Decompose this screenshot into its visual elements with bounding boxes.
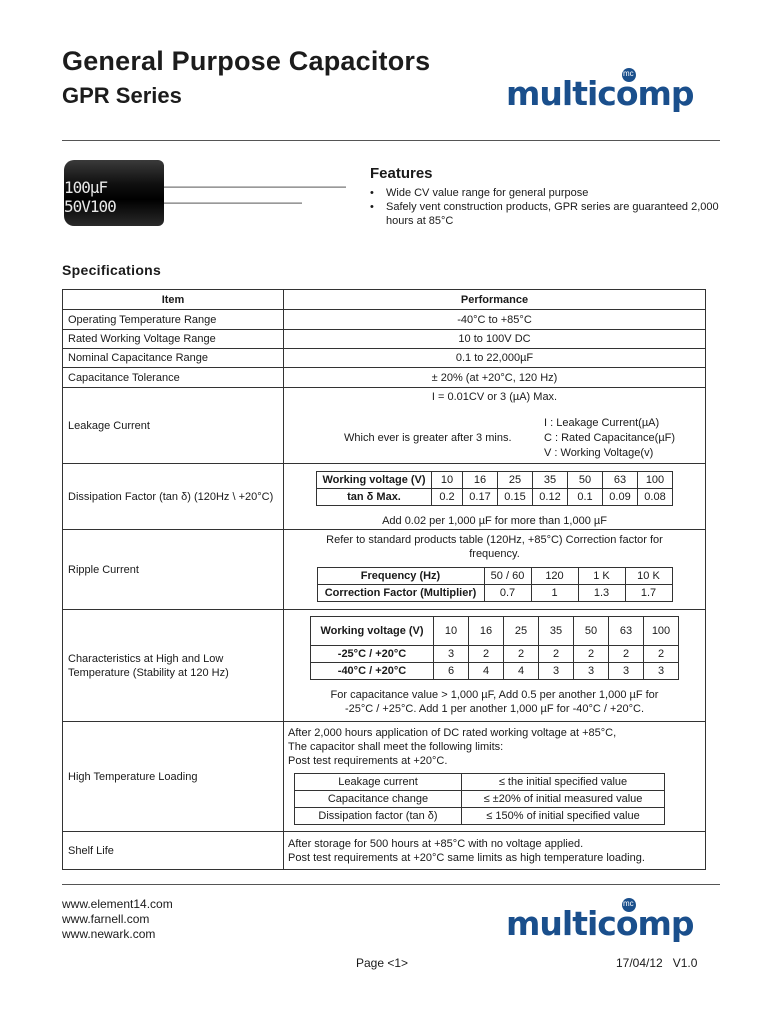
table-cell: ≤ ±20% of initial measured value [462,791,665,808]
ripple-cell [284,530,706,610]
table-row [63,610,706,722]
table-row [317,489,673,506]
specifications-heading: Specifications [62,262,162,278]
footer-links [62,897,173,942]
table-cell: 35 [539,616,574,645]
legend-item: I : Leakage Current(µA) [544,417,660,429]
table-header-row [63,290,706,310]
page-subtitle: GPR Series [62,83,182,108]
table-cell: 2 [504,645,539,662]
table-cell: 3 [539,662,574,679]
table-cell: 3 [574,662,609,679]
table-row [295,774,665,791]
table-row [63,388,706,464]
row-label: Characteristics at High and Low Temperature (Stability at 120 Hz) [63,610,284,722]
row-label: Dissipation Factor (tan δ) (120Hz \ +20°C) [63,464,284,530]
table-cell: 1 K [578,568,625,585]
table-cell: 63 [609,616,644,645]
row-value: 10 to 100V DC [284,330,706,349]
leakage-formula: I = 0.01CV or 3 (µA) Max. [431,391,558,403]
date-version [616,956,697,970]
dissipation-note: Add 0.02 per 1,000 µF for more than 1,000 µF [382,515,607,527]
table-cell: 4 [469,662,504,679]
table-cell: 50 / 60 [484,568,531,585]
row-value: 0.1 to 22,000µF [284,349,706,368]
table-cell: 6 [434,662,469,679]
table-row [63,722,706,832]
footer-link[interactable]: www.farnell.com [62,912,150,926]
table-cell: 120 [531,568,578,585]
table-cell: 1.7 [625,585,672,602]
leakage-legend [544,416,675,461]
row-header: Working voltage (V) [311,616,434,645]
row-value: ± 20% (at +20°C, 120 Hz) [284,368,706,388]
table-cell: 63 [603,472,638,489]
shelf-life-cell [284,832,706,870]
row-label: Nominal Capacitance Range [63,349,284,368]
loading-line-1: After 2,000 hours application of DC rated working voltage at +85°C, [288,727,617,739]
table-cell: 0.1 [568,489,603,506]
footer-link[interactable]: www.element14.com [62,897,173,911]
table-row [63,530,706,610]
row-value: -40°C to +85°C [284,310,706,330]
table-cell: 10 [434,616,469,645]
capacitor-lead-1 [160,186,346,188]
leakage-cell [284,388,706,464]
capacitor-lead-2 [160,202,302,204]
shelf-line-2: Post test requirements at +20°C same limits as high temperature loading. [288,851,645,864]
table-cell: 1 [531,585,578,602]
specifications-table [62,289,706,870]
table-row [63,330,706,349]
temperature-table [310,616,679,680]
loading-line-3: Post test requirements at +20°C. [288,755,448,767]
col-performance-header: Performance [284,290,706,310]
row-header: Correction Factor (Multiplier) [317,585,484,602]
row-header: -25°C / +20°C [311,645,434,662]
loading-limits-table [294,773,665,825]
footer-link[interactable]: www.newark.com [62,927,156,941]
table-cell: 25 [504,616,539,645]
table-cell: 10 [432,472,463,489]
table-cell: 100 [644,616,679,645]
dissipation-table [316,471,673,506]
table-cell: 10 K [625,568,672,585]
temperature-note-1: For capacitance value > 1,000 µF, Add 0.5 per another 1,000 µF for [330,688,659,701]
capacitor-image [0,0,116,216]
table-row [317,472,673,489]
legend-item: V : Working Voltage(v) [544,447,654,459]
table-cell: 35 [533,472,568,489]
table-cell: 3 [609,662,644,679]
row-header: Dissipation factor (tan δ) [295,808,462,825]
header-divider [62,140,720,141]
table-cell: 16 [469,616,504,645]
table-row [311,645,679,662]
ripple-note: Refer to standard products table (120Hz, +85°C) Correction factor for frequency. [326,534,663,560]
table-row [311,662,679,679]
dissipation-cell [284,464,706,530]
table-cell: 50 [568,472,603,489]
table-cell: 0.2 [432,489,463,506]
feature-item: • Wide CV value range for general purpose [370,186,720,200]
table-cell: 16 [463,472,498,489]
table-cell: 2 [469,645,504,662]
table-cell: 0.7 [484,585,531,602]
legend-item: C : Rated Capacitance(µF) [544,432,676,444]
shelf-line-1: After storage for 500 hours at +85°C with no voltage applied. [288,837,584,850]
row-header: Working voltage (V) [317,472,432,489]
row-label: High Temperature Loading [63,722,284,832]
table-row [311,616,679,645]
table-cell: 0.09 [603,489,638,506]
table-cell: 1.3 [578,585,625,602]
table-row [317,568,672,585]
footer-divider [62,884,720,885]
ripple-table [317,567,673,602]
table-cell: 2 [574,645,609,662]
table-cell: 2 [609,645,644,662]
table-cell: ≤ 150% of initial specified value [462,808,665,825]
table-cell: 2 [539,645,574,662]
table-cell: 2 [644,645,679,662]
table-row [63,310,706,330]
table-row [63,349,706,368]
row-label: Capacitance Tolerance [63,368,284,388]
table-row [63,368,706,388]
table-row [295,808,665,825]
page-number: Page <1> [356,956,409,970]
row-label: Leakage Current [63,388,284,464]
table-cell: 0.17 [463,489,498,506]
row-header: Frequency (Hz) [317,568,484,585]
table-row [63,464,706,530]
table-row [63,832,706,870]
brand-logo [506,72,706,118]
row-label: Ripple Current [63,530,284,610]
row-header: tan δ Max. [317,489,432,506]
table-cell: ≤ the initial specified value [462,774,665,791]
temperature-note-2: -25°C / +25°C. Add 1 per another 1,000 µF for -40°C / +20°C. [344,702,645,715]
features-list [370,186,720,228]
row-header: -40°C / +20°C [311,662,434,679]
table-cell: 3 [434,645,469,662]
capacitor-marking: 100µF 50V100 [64,178,116,216]
table-cell: 25 [498,472,533,489]
table-cell: 3 [644,662,679,679]
feature-item: • Safely vent construction products, GPR series are guaranteed 2,000 hours at 85°C [370,200,720,228]
table-cell: 50 [574,616,609,645]
table-row [295,791,665,808]
table-cell: 0.15 [498,489,533,506]
row-header: Capacitance change [295,791,462,808]
page-title: General Purpose Capacitors [62,46,431,76]
brand-name: multicomp [506,74,694,113]
features-heading: Features [370,165,433,182]
footer-brand-name: multicomp [506,904,694,943]
table-cell: 0.08 [638,489,673,506]
col-item-header: Item [63,290,284,310]
high-temp-loading-cell [284,722,706,832]
leakage-condition: Which ever is greater after 3 mins. [344,432,512,444]
row-label: Shelf Life [63,832,284,870]
row-label: Rated Working Voltage Range [63,330,284,349]
document-version: V1.0 [672,956,698,970]
table-row [317,585,672,602]
row-label: Operating Temperature Range [63,310,284,330]
table-cell: 100 [638,472,673,489]
footer-brand-logo [506,898,706,944]
table-cell: 0.12 [533,489,568,506]
document-date: 17/04/12 [616,956,663,970]
loading-line-2: The capacitor shall meet the following limits: [288,741,504,753]
high-low-temp-cell [284,610,706,722]
row-header: Leakage current [295,774,462,791]
table-cell: 4 [504,662,539,679]
